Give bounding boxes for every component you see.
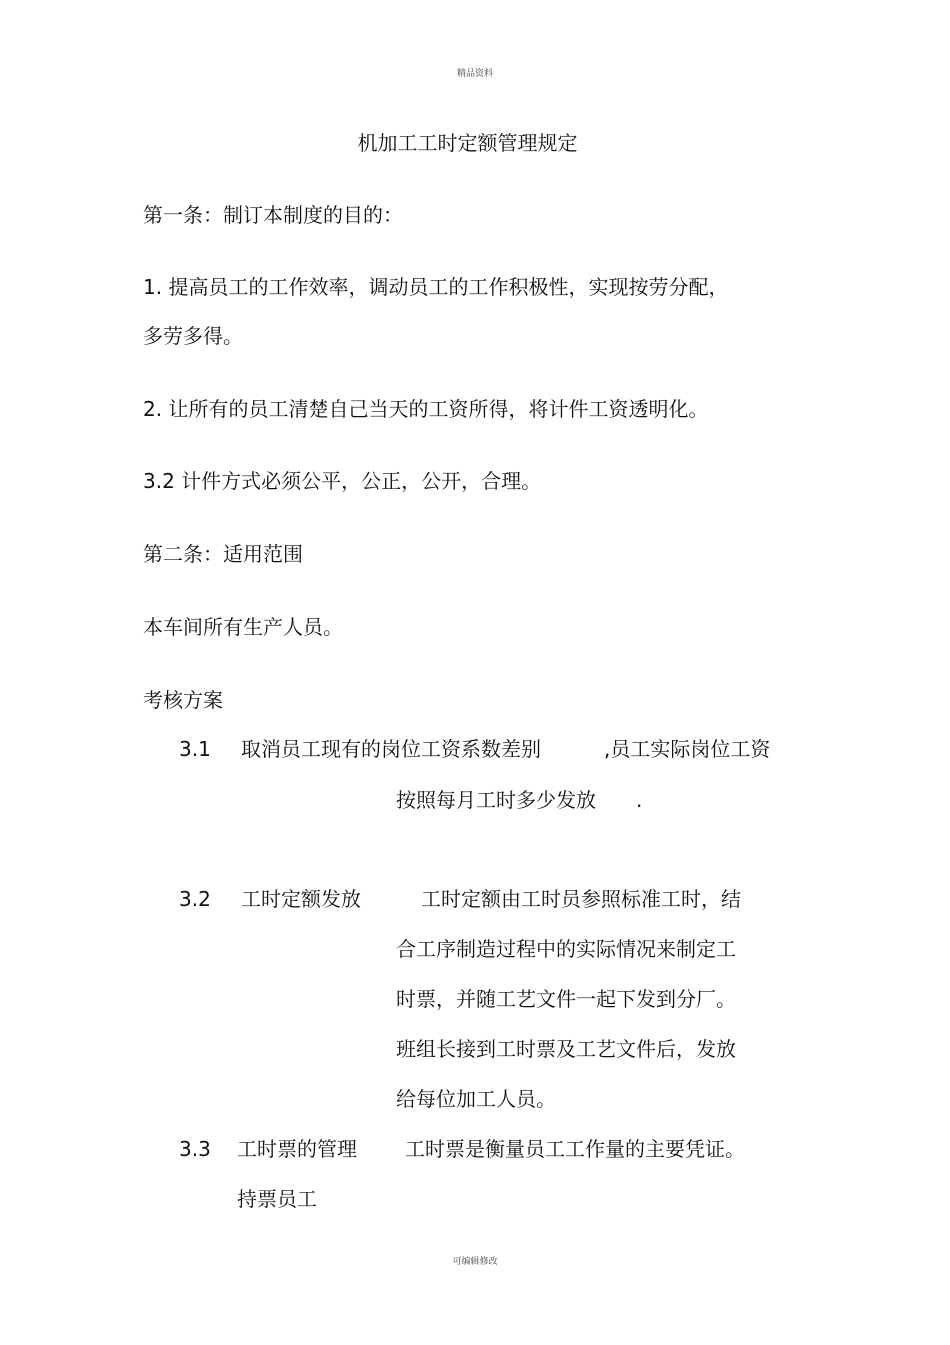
section-3-2-line: 时票，并随工艺文件一起下发到分厂。 [396,987,736,1011]
page-header: 精品资料 [456,69,493,79]
section-3-2-line: 班组长接到工时票及工艺文件后，发放 [396,1037,736,1061]
article1-item3: 3.2 计件方式必须公平，公正，公开，合理。 [143,469,542,493]
section-3-1-number: 3.1 [179,737,211,761]
article1-item1-line1: 1. 提高员工的工作效率，调动员工的工作积极性，实现按劳分配， [143,275,729,299]
article1-heading: 第一条：制订本制度的目的： [143,203,403,227]
article1-item2: 2. 让所有的员工清楚自己当天的工资所得，将计件工资透明化。 [143,397,709,421]
article1-item1-line2: 多劳多得。 [143,324,243,348]
section-3-1-line2-a: 按照每月工时多少发放 [396,788,596,812]
section-3-1-line1-a: 取消员工现有的岗位工资系数差别 [241,737,541,761]
page-footer: 可编辑修改 [452,1257,498,1267]
section-3-1-line1-b: ,员工实际岗位工资 [604,737,771,761]
section-3-3-number: 3.3 [179,1137,211,1161]
plan-heading: 考核方案 [143,688,223,712]
section-3-2-line: 工时定额由工时员参照标准工时，结 [421,887,741,911]
section-3-2-number: 3.2 [179,887,211,911]
section-3-3-line2: 持票员工 [237,1187,317,1211]
article2-heading: 第二条：适用范围 [143,542,303,566]
document-title: 机加工工时定额管理规定 [357,131,578,155]
section-3-1-line2-b: . [636,788,643,812]
section-3-3-line1: 工时票是衡量员工工作量的主要凭证。 [405,1137,745,1161]
section-3-2-line: 给每位加工人员。 [396,1087,556,1111]
article2-scope: 本车间所有生产人员。 [143,615,343,639]
section-3-2-label: 工时定额发放 [241,887,361,911]
section-3-3-label: 工时票的管理 [237,1137,357,1161]
section-3-2-line: 合工序制造过程中的实际情况来制定工 [396,937,736,961]
